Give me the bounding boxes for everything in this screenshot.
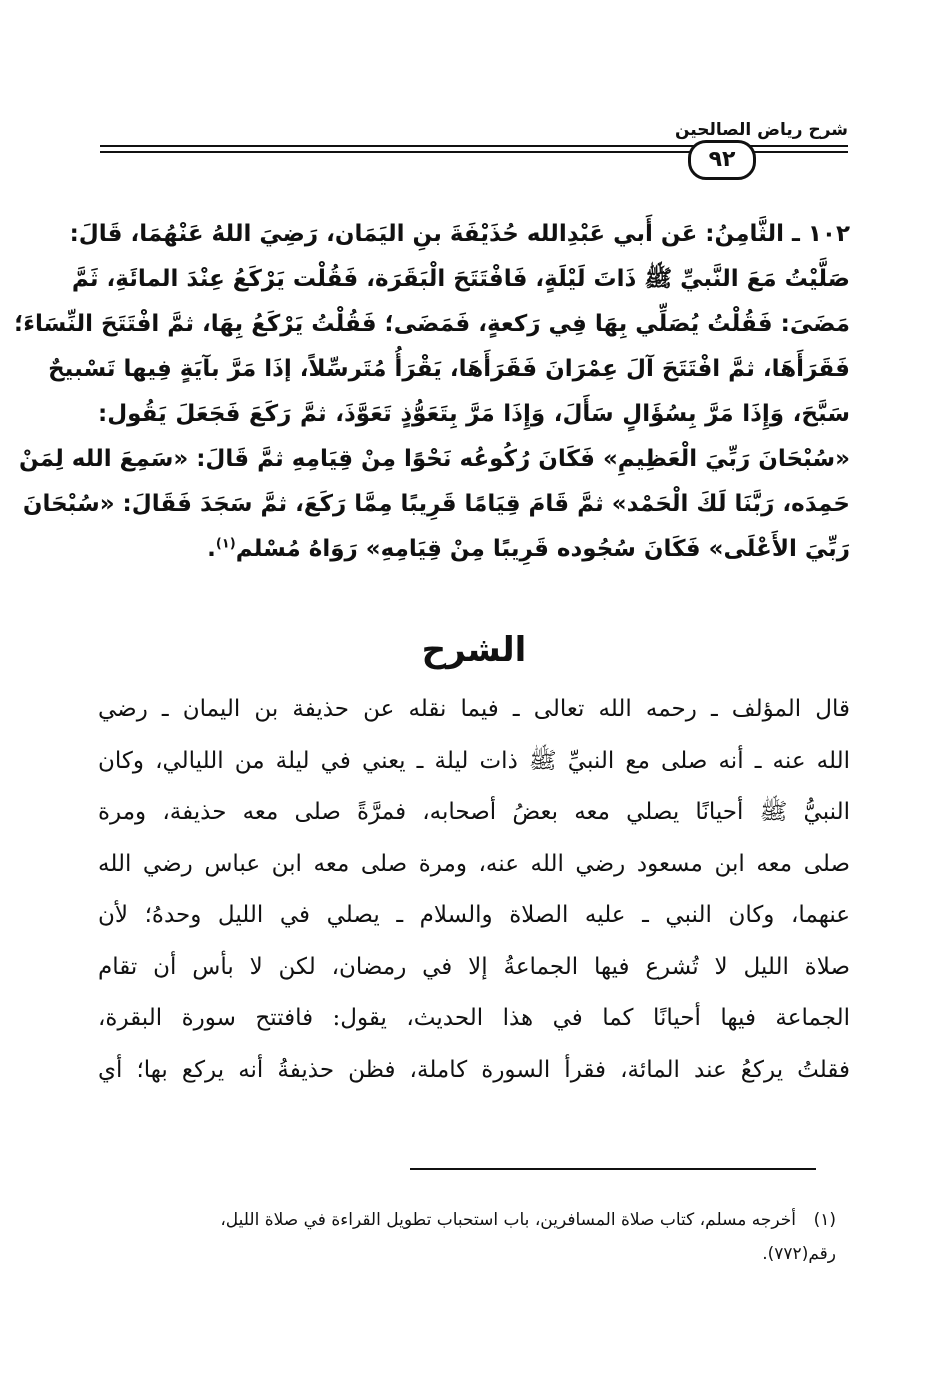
commentary-line: فقلتُ يركعُ عند المائة، فقرأ السورة كاملة، فظن حذيفةُ أنه يركع بها؛ أي bbox=[98, 1056, 850, 1083]
section-heading: الشرح bbox=[421, 630, 527, 670]
hadith-text bbox=[14, 212, 850, 572]
commentary-text bbox=[98, 684, 850, 1096]
hadith-line: مَضَىَ: فَقُلْتُ يُصَلِّي بِهَا فِي رَكعةٍ، فَمَضَى؛ فَقُلْتُ يَرْكَعُ بِهَا، ثمَّ افْتَتَحَ النِّسَاءَ؛ bbox=[14, 311, 850, 337]
footnote-number: (١) bbox=[813, 1210, 836, 1230]
footnote-text-continued: رقم(٧٧٢). bbox=[762, 1244, 836, 1264]
commentary-line: صلاة الليل لا تُشرع فيها الجماعةُ إلا في رمضان، لكن لا بأس أن تقام bbox=[98, 953, 850, 980]
hadith-line-last: رَبِّيَ الأَعْلَى» فَكَانَ سُجُوده قَرِيبًا مِنْ قِيَامِهِ» رَوَاهُ مُسْلم$^{(١)}$. bbox=[207, 536, 850, 562]
commentary-line: النبيُّ ﷺ أحيانًا يصلي معه بعضُ أصحابه، فمرَّةً صلى معه حذيفة، ومرة bbox=[98, 799, 850, 825]
hadith-line: «سُبْحَانَ رَبِّيَ الْعَظِيمِ» فَكَانَ رُكُوعُه نَحْوًا مِنْ قِيَامِهِ ثمَّ قَالَ: «سَمِعَ الله لِمَنْ bbox=[19, 446, 850, 472]
page-number-badge: ٩٢ bbox=[688, 140, 756, 180]
footnote-line bbox=[106, 1237, 836, 1271]
hadith-line-text: رَبِّيَ الأَعْلَى» فَكَانَ سُجُوده قَرِيبًا مِنْ قِيَامِهِ» رَوَاهُ مُسْلم bbox=[235, 536, 850, 562]
footnote-line bbox=[106, 1203, 836, 1237]
hadith-line: حَمِدَه، رَبَّنَا لَكَ الْحَمْد» ثمَّ قَامَ قِيَامًا قَرِيبًا مِمَّا رَكَعَ، ثمَّ سَجَدَ فَقَالَ: «سُبْحَانَ bbox=[22, 491, 850, 517]
hadith-line: فَقَرَأَهَا، ثمَّ افْتَتَحَ آلَ عِمْرَانَ فَقَرَأَهَا، يَقْرَأُ مُتَرسِّلاً، إذَا مَرَّ بآيَةٍ فِيها تَسْبيحٌ bbox=[48, 356, 850, 382]
commentary-line: عنهما، وكان النبي ـ عليه الصلاة والسلام ـ يصلي في الليل وحدهُ؛ لأن bbox=[98, 902, 850, 928]
hadith-line: صَلَّيْتُ مَعَ النَّبيِّ ﷺ ذَاتَ لَيْلَةٍ، فَافْتَتَحَ الْبَقَرَة، فَقُلْت يَرْكَعُ عِنْدَ المائَةِ، ثَمَّ bbox=[71, 266, 850, 292]
commentary-line: الله عنه ـ أنه صلى مع النبيِّ ﷺ ذات ليلة ـ يعني في ليلة من الليالي، وكان bbox=[98, 747, 850, 774]
commentary-line: صلى معه ابن مسعود رضي الله عنه، ومرة صلى معه ابن عباس رضي الله bbox=[98, 850, 850, 877]
footnote-text: أخرجه مسلم، كتاب صلاة المسافرين، باب استحباب تطويل القراءة في صلاة الليل، bbox=[220, 1210, 796, 1230]
hadith-line: سَبَّحَ، وَإِذَا مَرَّ بِسُؤَالٍ سَأَلَ، وَإِذَا مَرَّ بِتَعَوُّذٍ تَعَوَّذَ، ثمَّ رَكَعَ فَجَعَلَ يَقُول: bbox=[98, 401, 850, 427]
footnote-separator bbox=[410, 1168, 816, 1170]
hadith-line: ١٠٢ ـ الثَّامِنُ: عَن أَبي عَبْدِالله حُذَيْفَةَ بنِ اليَمَان، رَضِيَ اللهُ عَنْهُمَا، قَالَ: bbox=[69, 221, 850, 247]
running-head: شرح رياض الصالحين bbox=[674, 120, 848, 140]
footnotes bbox=[106, 1203, 836, 1271]
commentary-line: قال المؤلف ـ رحمه الله تعالى ـ فيما نقله عن حذيفة بن اليمان ـ رضي bbox=[98, 696, 850, 722]
commentary-line: الجماعة فيها أحيانًا كما في هذا الحديث، يقول: فافتتح سورة البقرة، bbox=[98, 1005, 850, 1031]
footnote-reference[interactable]: (١) bbox=[215, 536, 236, 552]
